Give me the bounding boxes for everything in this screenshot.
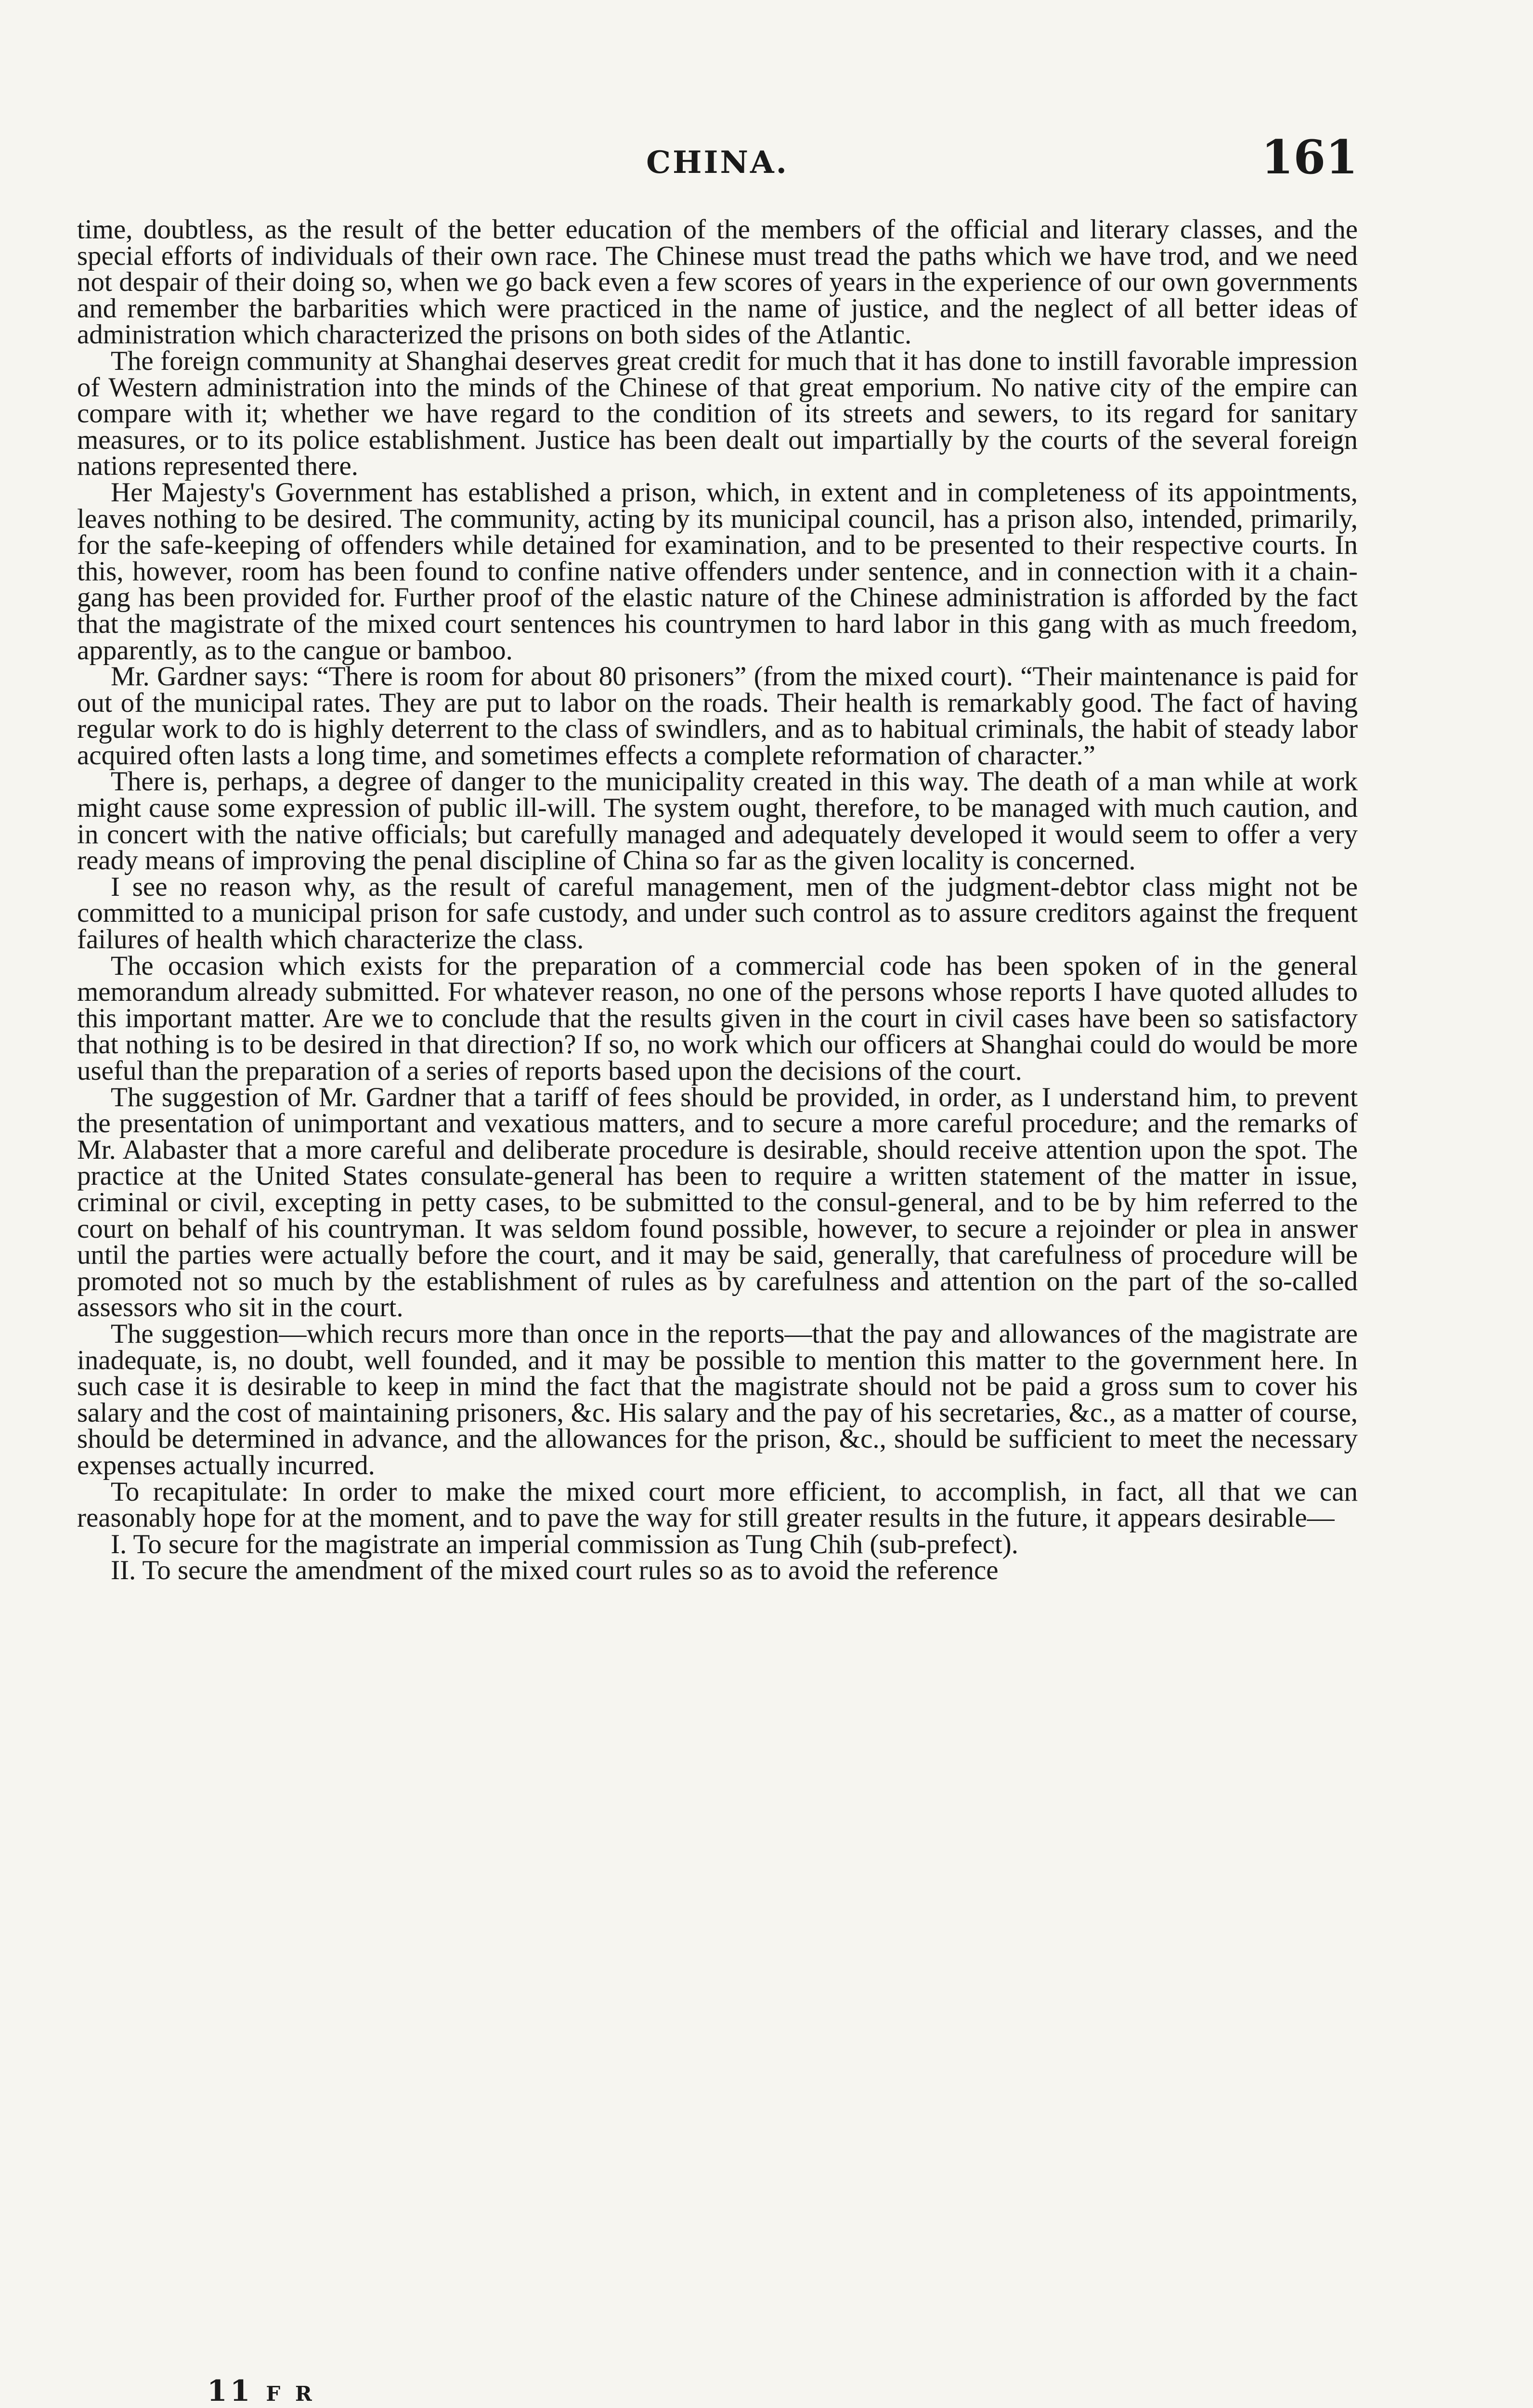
paragraph: The occasion which exists for the preparation of a commercial code has been spoken of in the general memorandum already submitted. For whatever reason, no one of the persons whose reports I have quoted alludes to this important matter. Are we to conclude that the results given in the court in civil cases have been so satisfactory that nothing is to be desired in that direction? If so, no work which our officers at Shanghai could do would be more useful than the preparation of a series of reports based upon the decisions of the court. [77, 950, 1358, 1086]
running-title: CHINA. [646, 144, 789, 181]
paragraph: Mr. Gardner says: “There is room for about 80 prisoners” (from the mixed court). “Their maintenance is paid for out of the municipal rates. They are put to labor on the roads. Their health is remarkably good. The fact of having regular work to do is highly deterrent to the class of swindlers, and as to habitual criminals, the habit of steady labor acquired often lasts a long time, and sometimes effects a complete reformation of character.” [77, 661, 1358, 771]
page-header [77, 130, 1358, 188]
signature-letters: F R [266, 2382, 316, 2406]
paragraph: The suggestion of Mr. Gardner that a tariff of fees should be provided, in order, as I understand him, to prevent the presentation of unimportant and vexatious matters, and to secure a more careful procedure; and the remarks of Mr. Alabaster that a more careful and deliberate procedure is desirable, should receive attention upon the spot. The practice at the United States consulate-general has been to require a written statement of the matter in issue, criminal or civil, excepting in petty cases, to be submitted to the consul-general, and to be by him referred to the court on behalf of his countryman. It was seldom found possible, however, to secure a rejoinder or plea in answer until the parties were actually before the court, and it may be said, generally, that carefulness of procedure will be promoted not so much by the establishment of rules as by carefulness and attention on the part of the so-called assessors who sit in the court. [77, 1082, 1358, 1323]
list-item: I. To secure for the magistrate an imperial commission as Tung Chih (sub-prefect). [111, 1529, 1019, 1559]
list-item: II. To secure the amendment of the mixed court rules so as to avoid the reference [111, 1555, 999, 1586]
paragraph: The foreign community at Shanghai deserves great credit for much that it has done to instill favorable impression of Western administration into the minds of the Chinese of that great emporium. No native city of the empire can compare with it; whether we have regard to the condition of its streets and sewers, to its regard for sanitary measures, or to its police establishment. Justice has been dealt out impartially by the courts of the several foreign nations represented there. [77, 345, 1358, 482]
paragraph: I see no reason why, as the result of careful management, men of the judgment-debtor class might not be committed to a municipal prison for safe custody, and under such control as to assure creditors against the frequent failures of health which characterize the class. [77, 871, 1358, 955]
body-text [77, 214, 1358, 1586]
paragraph: Her Majesty's Government has established a prison, which, in extent and in completeness of its appointments, leaves nothing to be desired. The community, acting by its municipal council, has a prison also, intended, primarily, for the safe-keeping of offenders while detained for examination, and to be presented to their respective courts. In this, however, room has been found to confine native offenders under sentence, and in connection with it a chain-gang has been provided for. Further proof of the elastic nature of the Chinese administration is afforded by the fact that the magistrate of the mixed court sentences his countrymen to hard labor in this gang with as much freedom, apparently, as to the cangue or bamboo. [77, 477, 1358, 666]
paragraph: The suggestion—which recurs more than once in the reports—that the pay and allowances of the magistrate are inadequate, is, no doubt, well founded, and it may be possible to mention this matter to the government here. In such case it is desirable to keep in mind the fact that the magistrate should not be paid a gross sum to cover his salary and the cost of maintaining prisoners, &c. His salary and the pay of his secretaries, &c., as a matter of course, should be determined in advance, and the allowances for the prison, &c., should be sufficient to meet the necessary expenses actually incurred. [77, 1318, 1358, 1480]
paragraph: time, doubtless, as the result of the better education of the members of the official and literary classes, and the special efforts of individuals of their own race. The Chinese must tread the paths which we have trod, and we need not despair of their doing so, when we go back even a few scores of years in the experience of our own governments and remember the barbarities which were practiced in the name of justice, and the neglect of all better ideas of administration which characterized the prisons on both sides of the Atlantic. [77, 214, 1358, 350]
signature-mark [207, 2374, 316, 2408]
signature-number: 11 [207, 2374, 253, 2408]
page-number: 161 [1261, 130, 1358, 184]
paragraph: There is, perhaps, a degree of danger to the municipality created in this way. The death of a man while at work might cause some expression of public ill-will. The system ought, therefore, to be managed with much caution, and in concert with the native officials; but carefully managed and adequately developed it would seem to offer a very ready means of improving the penal discipline of China so far as the given locality is concerned. [77, 766, 1358, 876]
paragraph: To recapitulate: In order to make the mixed court more efficient, to accomplish, in fact, all that we can reasonably hope for at the moment, and to pave the way for still greater results in the future, it appears desirable— [77, 1476, 1358, 1533]
